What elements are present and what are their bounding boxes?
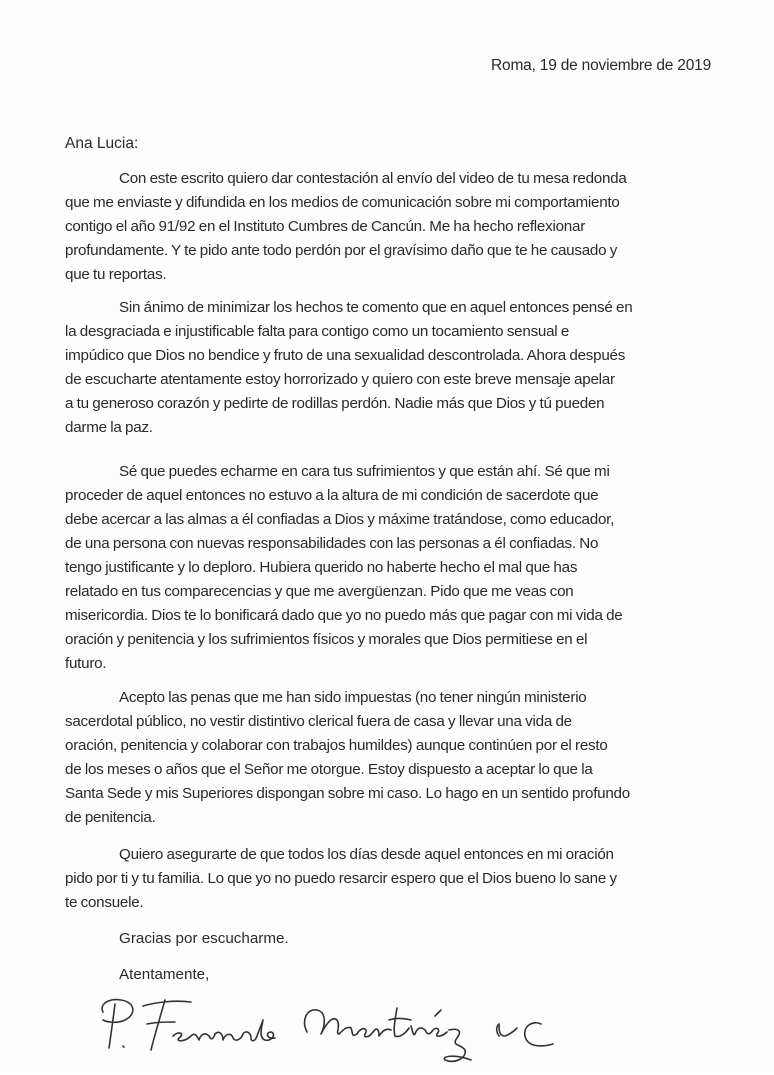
text-line: que tu reportas.: [65, 266, 167, 283]
closing-line: Atentamente,: [119, 966, 210, 983]
text-line: impúdico que Dios no bendice y fruto de una sexualidad descontrolada. Ahora después: [65, 347, 626, 364]
text-line: proceder de aquel entonces no estuvo a la altura de mi condición de sacerdote que: [65, 487, 599, 504]
text-line: te consuele.: [65, 894, 144, 911]
text-line: Acepto las penas que me han sido impuestas (no tener ningún ministerio: [119, 689, 587, 706]
text-line: profundamente. Y te pido ante todo perdón por el gravísimo daño que te he causado y: [65, 242, 618, 259]
text-line: de escucharte atentamente estoy horrorizado y quiero con este breve mensaje apelar: [65, 371, 615, 388]
text-line: de los meses o años que el Señor me otorgue. Estoy dispuesto a aceptar lo que la: [65, 761, 593, 778]
text-line: la desgraciada e injustificable falta para contigo como un tocamiento sensual e: [65, 323, 570, 340]
paragraph-5: [65, 843, 715, 915]
text-line: sacerdotal público, no vestir distintivo clerical fuera de casa y llevar una vida de: [65, 713, 572, 730]
handwritten-signature: [95, 990, 615, 1070]
text-line: futuro.: [65, 655, 107, 672]
paragraph-2: [65, 296, 715, 440]
text-line: a tu generoso corazón y pedirte de rodillas perdón. Nadie más que Dios y tú pueden: [65, 395, 605, 412]
text-line: que me enviaste y difundida en los medios de comunicación sobre mi comportamiento: [65, 194, 620, 211]
text-line: pido por ti y tu familia. Lo que yo no puedo resarcir espero que el Dios bueno lo sane y: [65, 870, 617, 887]
text-line: de penitencia.: [65, 809, 156, 826]
signature-icon: [95, 990, 615, 1070]
text-line: relatado en tus comparecencias y que me avergüenzan. Pido que me veas con: [65, 583, 574, 600]
text-line: darme la paz.: [65, 419, 153, 436]
paragraph-1: [65, 167, 715, 287]
text-line: tengo justificante y lo deploro. Hubiera querido no haberte hecho el mal que has: [65, 559, 578, 576]
text-line: Quiero asegurarte de que todos los días desde aquel entonces en mi oración: [119, 846, 614, 863]
text-line: Sé que puedes echarme en cara tus sufrimientos y que están ahí. Sé que mi: [119, 463, 610, 480]
text-line: Con este escrito quiero dar contestación al envío del video de tu mesa redonda: [119, 170, 627, 187]
paragraph-3: [65, 460, 715, 676]
text-line: debe acercar a las almas a él confiadas a Dios y máxime tratándose, como educador,: [65, 511, 615, 528]
text-line: oración y penitencia y los sufrimientos físicos y morales que Dios permitiese en el: [65, 631, 588, 648]
text-line: Sin ánimo de minimizar los hechos te comento que en aquel entonces pensé en: [119, 299, 633, 316]
text-line: misericordia. Dios te lo bonificará dado que yo no puedo más que pagar con mi vida de: [65, 607, 623, 624]
text-line: de una persona con nuevas responsabilidades con las personas a él confiadas. No: [65, 535, 599, 552]
thanks-line: Gracias por escucharme.: [119, 930, 289, 947]
paragraph-4: [65, 686, 715, 830]
text-line: contigo el año 91/92 en el Instituto Cumbres de Cancún. Me ha hecho reflexionar: [65, 218, 585, 235]
letter-salutation: Ana Lucia:: [65, 135, 139, 152]
text-line: oración, penitencia y colaborar con trabajos humildes) aunque continúen por el resto: [65, 737, 608, 754]
letter-date: Roma, 19 de noviembre de 2019: [491, 57, 711, 74]
text-line: Santa Sede y mis Superiores dispongan sobre mi caso. Lo hago en un sentido profundo: [65, 785, 630, 802]
